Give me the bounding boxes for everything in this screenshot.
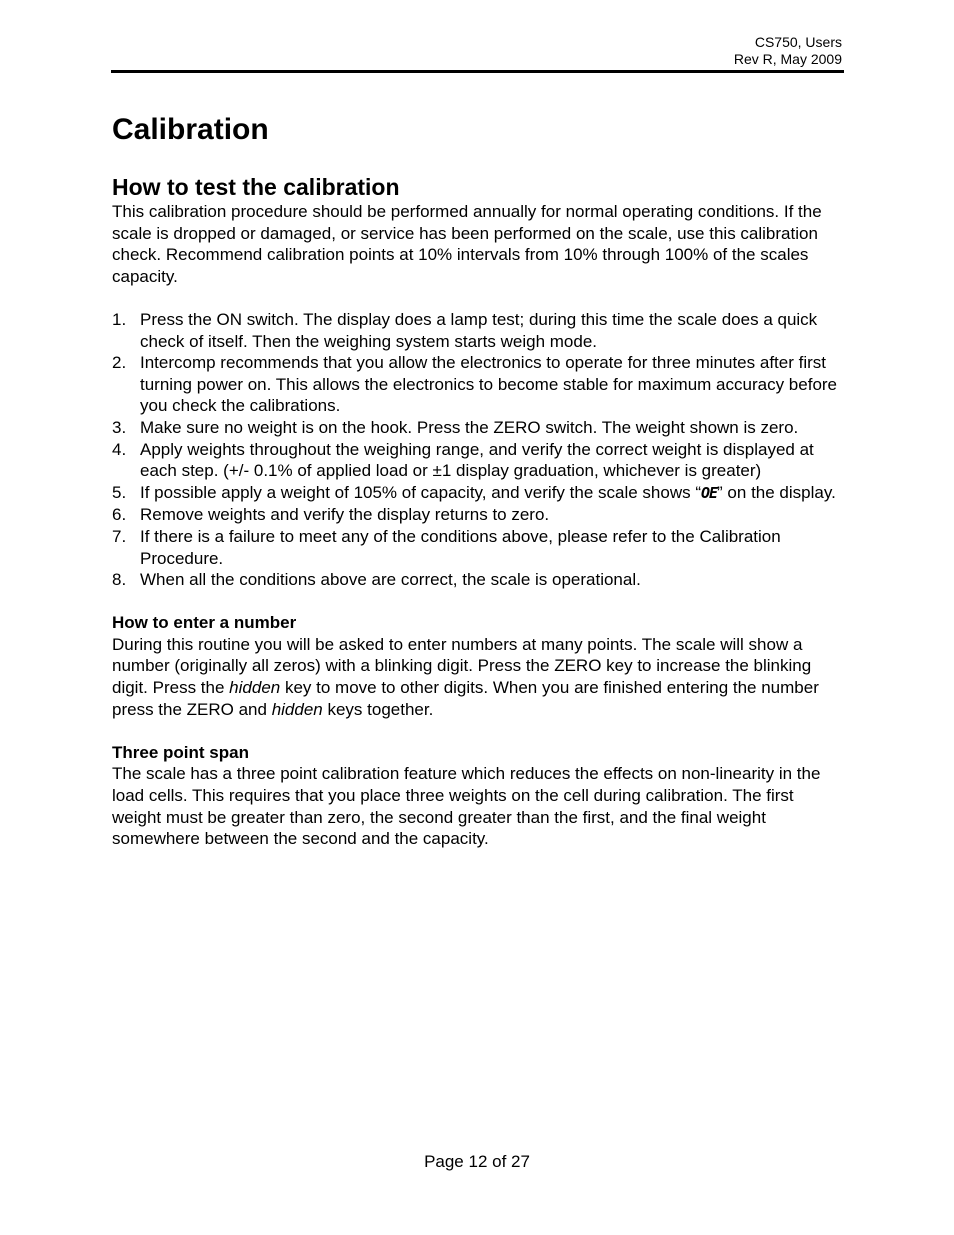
- step-number: 4.: [112, 439, 127, 459]
- page-content: [112, 108, 847, 850]
- step-number: 8.: [112, 570, 127, 590]
- step-text: Intercomp recommends that you allow the electronics to operate for three minutes after first turning power on. This allows the electronics to become stable for maximum accuracy before you check the calibrations.: [140, 353, 838, 416]
- display-code-overload: OE: [700, 483, 718, 502]
- header-rule: [111, 70, 844, 73]
- step-number: 6.: [112, 505, 127, 525]
- step-number: 3.: [112, 417, 127, 437]
- list-item: [112, 569, 847, 591]
- three-point-span-paragraph: The scale has a three point calibration feature which reduces the effects on non-linearity in the load cells. This requires that you place three weights on the cell during calibration. The first weight must be greater than zero, the second greater than the first, and the final weight somewhere between the second and the capacity.: [112, 764, 821, 849]
- header-revision: Rev R, May 2009: [733, 51, 842, 67]
- list-item: [112, 526, 847, 569]
- page-title: Calibration: [112, 113, 269, 146]
- list-item: [112, 352, 847, 417]
- hidden-key-emphasis: hidden: [271, 699, 323, 719]
- header-doc-title: CS750, Users: [754, 34, 842, 50]
- enter-number-text-2: key to move to other digits. When you are finished entering the number press the ZERO and: [112, 678, 819, 719]
- step-number: 1.: [112, 309, 127, 329]
- step-text-after: ” on the display.: [717, 482, 836, 502]
- step-number: 7.: [112, 526, 127, 546]
- enter-number-text-3: keys together.: [322, 699, 434, 719]
- step-number: 2.: [112, 353, 127, 373]
- enter-number-paragraph: [112, 634, 847, 720]
- section-heading-test-calibration: How to test the calibration: [112, 174, 400, 200]
- enter-number-text-1: During this routine you will be asked to enter numbers at many points. The scale will show a number (originally all zeros) with a blinking digit. Press the ZERO key to increase the blinking digit. Press the: [112, 634, 812, 698]
- step-text: Remove weights and verify the display returns to zero.: [140, 505, 550, 525]
- calibration-steps-list: [112, 309, 847, 591]
- section-heading-enter-number: How to enter a number: [112, 613, 297, 633]
- list-item: [112, 439, 847, 482]
- intro-paragraph: This calibration procedure should be performed annually for normal operating conditions. If the scale is dropped or damaged, or service has been performed on the scale, use this calibration check. Recommend calibration points at 10% intervals from 10% through 100% of the scales capacity.: [112, 202, 822, 286]
- list-item: [112, 504, 847, 526]
- step-text-before: If possible apply a weight of 105% of capacity, and verify the scale shows “: [140, 482, 701, 502]
- section-heading-three-point-span: Three point span: [112, 742, 249, 762]
- step-text: Apply weights throughout the weighing range, and verify the correct weight is displayed at each step. (+/- 0.1% of applied load or ±1 display graduation, whichever is greater): [140, 439, 814, 481]
- step-text: If there is a failure to meet any of the conditions above, please refer to the Calibration Procedure.: [140, 526, 781, 568]
- list-item: [112, 482, 847, 505]
- step-text: Press the ON switch. The display does a lamp test; during this time the scale does a quick check of itself. Then the weighing system starts weigh mode.: [140, 309, 818, 351]
- step-text: When all the conditions above are correct, the scale is operational.: [140, 570, 641, 590]
- step-text: Make sure no weight is on the hook. Press the ZERO switch. The weight shown is zero.: [140, 417, 799, 437]
- list-item: [112, 417, 847, 439]
- page-header: [734, 34, 842, 68]
- list-item: [112, 309, 847, 352]
- hidden-key-emphasis: hidden: [229, 678, 281, 698]
- step-number: 5.: [112, 482, 127, 502]
- page-number: Page 12 of 27: [424, 1152, 530, 1171]
